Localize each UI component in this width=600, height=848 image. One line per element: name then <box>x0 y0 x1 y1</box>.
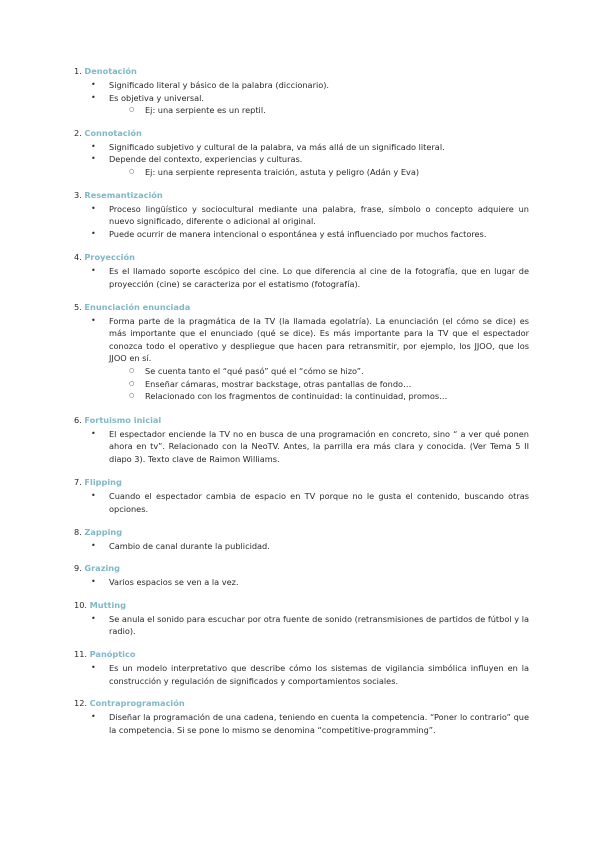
bullet-list <box>0 540 600 553</box>
section-title: Mutting <box>89 599 126 610</box>
section <box>0 126 600 179</box>
bullet-list <box>0 576 600 589</box>
section <box>0 300 600 403</box>
list-item-text: Proceso lingüístico y sociocultural mediante una palabra, frase, símbolo o concepto adquiere un nuevo significado, diferente o adicional al original. <box>109 203 529 227</box>
sub-list-item: ○ Enseñar cámaras, mostrar backstage, otras pantallas de fondo… <box>0 378 600 391</box>
sub-list-item: ○ Relacionado con los fragmentos de continuidad: la continuidad, promos… <box>0 390 600 403</box>
section <box>0 413 600 466</box>
section-number: 11. <box>74 649 88 660</box>
bullet-list <box>0 265 600 290</box>
section-heading <box>0 561 600 576</box>
section-title: Contraprogramación <box>89 698 185 709</box>
section-title: Denotación <box>84 66 137 76</box>
list-item-text: Depende del contexto, experiencias y culturas. <box>109 154 303 165</box>
list-item-text: Cambio de canal durante la publicidad. <box>109 540 270 551</box>
section-title: Grazing <box>84 563 120 574</box>
bullet-list <box>0 79 600 117</box>
list-item <box>0 711 600 736</box>
section-number: 12. <box>74 698 88 709</box>
sub-bullet-list <box>0 365 600 403</box>
bullet-list <box>0 490 600 515</box>
section-heading <box>0 300 600 315</box>
section-heading <box>0 647 600 662</box>
list-item-text: Puede ocurrir de manera intencional o espontánea y está influenciado por muchos factores. <box>109 228 487 239</box>
bullet-list <box>0 428 600 466</box>
section-heading <box>0 696 600 711</box>
sub-list-item: ○ Se cuenta tanto el “qué pasó” qué el “cómo se hizo”. <box>0 365 600 378</box>
list-item-text: Varios espacios se ven a la vez. <box>109 577 239 588</box>
list-item-text: Se anula el sonido para escuchar por otra fuente de sonido (retransmisiones de partidos de fútbol y la radio). <box>109 613 529 637</box>
section-title: Enunciación enunciada <box>84 301 191 312</box>
sub-list-wrapper <box>0 166 600 179</box>
list-item-text: Diseñar la programación de una cadena, teniendo en cuenta la competencia. “Poner lo contrario” que la competencia. Si se pone lo mismo se denomina “competitive-programming”. <box>109 712 529 735</box>
section-title: Resemantización <box>84 189 163 200</box>
section-title: Connotación <box>84 127 142 138</box>
sub-list-wrapper <box>0 104 600 117</box>
section <box>0 561 600 589</box>
sub-list-item: ○ Ej: una serpiente representa traición, astuta y peligro (Adán y Eva) <box>0 166 600 179</box>
section-number: 10. <box>74 599 88 610</box>
list-item <box>0 228 600 241</box>
list-item-text: Forma parte de la pragmática de la TV (la llamada egolatría). La enunciación (el cómo se dice) es más importante que el enunciado (qué se dice). Es más importante para la TV que el espectador conozca todo el operativo y despliegue que hacen para retransmitir, por ejemplo, los JJOO, que los JJOO en sí. <box>109 315 529 364</box>
list-item <box>0 490 600 515</box>
list-item <box>0 540 600 553</box>
sub-list-wrapper <box>0 365 600 403</box>
section-title: Fortuismo inicial <box>84 414 162 425</box>
section-number: 8. <box>74 526 82 537</box>
list-item <box>0 141 600 154</box>
section-heading <box>0 126 600 141</box>
list-item-text: Significado subjetivo y cultural de la palabra, va más allá de un significado literal. <box>109 141 445 152</box>
list-item-text: Es un modelo interpretativo que describe cómo los sistemas de vigilancia simbólica influyen en la construcción y regulación de significados y comportamientos sociales. <box>109 663 529 686</box>
section-heading <box>0 250 600 265</box>
list-item <box>0 265 600 290</box>
section-heading <box>0 64 600 79</box>
section-number: 4. <box>74 252 82 263</box>
section-title: Flipping <box>84 477 122 488</box>
bullet-list <box>0 203 600 241</box>
section <box>0 598 600 638</box>
section <box>0 696 600 736</box>
list-item-text: Es el llamado soporte escópico del cine. Lo que diferencia al cine de la fotografía, que en lugar de proyección (cine) se caracteriza por el estatismo (fotografía). <box>109 266 529 289</box>
list-item-text: Cuando el espectador cambia de espacio en TV porque no le gusta el contenido, buscando otras opciones. <box>109 491 529 515</box>
section-number: 2. <box>74 127 82 138</box>
bullet-list <box>0 711 600 736</box>
list-item-text: Significado literal y básico de la palabra (diccionario). <box>109 80 330 90</box>
bullet-list <box>0 141 600 179</box>
section-number: 7. <box>74 477 82 488</box>
sub-bullet-list <box>0 166 600 179</box>
document-page <box>0 64 600 736</box>
section-title: Proyección <box>84 252 135 263</box>
section <box>0 475 600 515</box>
bullet-list <box>0 613 600 638</box>
list-item <box>0 203 600 228</box>
section-number: 6. <box>74 414 82 425</box>
section-number: 1. <box>74 66 82 76</box>
list-item <box>0 153 600 166</box>
list-item-text: El espectador enciende la TV no en busca de una programación en concreto, sino “ a ver qué ponen ahora en tv”. Relacionado con la NeoTV. Antes, la parrilla era más clara y conocida. (Ver Tema 5 II diapo 3). Texto clave de Raimon Williams. <box>109 428 529 464</box>
section-heading <box>0 598 600 613</box>
list-item <box>0 428 600 466</box>
sub-bullet-list <box>0 104 600 117</box>
section-heading <box>0 188 600 203</box>
section <box>0 188 600 241</box>
bullet-list <box>0 315 600 403</box>
section-heading <box>0 525 600 540</box>
section-title: Panóptico <box>89 649 136 660</box>
list-item-text: Es objetiva y universal. <box>109 92 205 103</box>
list-item <box>0 92 600 105</box>
list-item <box>0 613 600 638</box>
list-item <box>0 662 600 687</box>
list-item <box>0 576 600 589</box>
list-item <box>0 79 600 92</box>
section-number: 5. <box>74 301 82 312</box>
section-title: Zapping <box>84 526 123 537</box>
sub-list-item: ○ Ej: una serpiente es un reptil. <box>0 104 600 117</box>
list-item <box>0 315 600 365</box>
section-number: 3. <box>74 189 82 200</box>
bullet-list <box>0 662 600 687</box>
section-number: 9. <box>74 563 82 574</box>
section-heading <box>0 475 600 490</box>
section-heading <box>0 413 600 428</box>
section <box>0 250 600 290</box>
section <box>0 647 600 687</box>
section <box>0 525 600 553</box>
section <box>0 64 600 117</box>
